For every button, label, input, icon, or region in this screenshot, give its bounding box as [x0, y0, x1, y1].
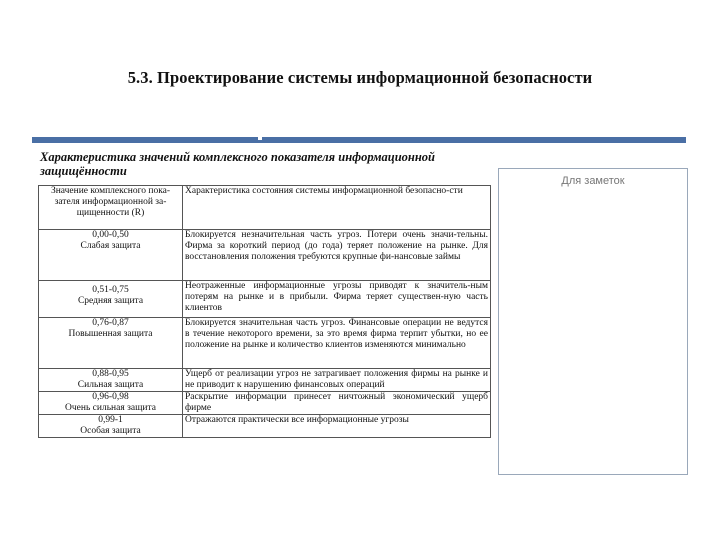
range-value: 0,00-0,50 — [92, 230, 129, 240]
notes-box[interactable] — [498, 168, 688, 475]
table-cell-range — [39, 318, 183, 369]
table-cell-description: Неотраженные информационные угрозы приводят к значитель-ным потерям на рынке и в прибыли. Фирма теряет существен-ную часть клиентов — [183, 281, 491, 318]
protection-level: Повышенная защита — [68, 328, 153, 339]
table-row — [39, 415, 491, 438]
slide-title: 5.3. Проектирование системы информационной безопасности — [127, 68, 593, 87]
table-cell-range — [39, 230, 183, 281]
range-value: 0,96-0,98 — [92, 392, 129, 402]
table-row — [39, 230, 491, 281]
table-cell-description: Ущерб от реализации угроз не затрагивает положения фирмы на рынке и не приводит к нарушению финансовых операций — [183, 369, 491, 392]
table-row — [39, 392, 491, 415]
table-row — [39, 369, 491, 392]
accent-bar — [32, 137, 686, 143]
range-value: 0,51-0,75 — [92, 285, 129, 295]
table-header-cell: Значение комплексного пока-зателя информационной за-щищенности (R) — [39, 186, 183, 230]
table-header-row — [39, 186, 491, 230]
table-cell-range — [39, 415, 183, 438]
accent-bar-gap — [258, 137, 262, 140]
range-value: 0,88-0,95 — [92, 369, 129, 379]
security-table — [38, 185, 491, 438]
table-row — [39, 281, 491, 318]
protection-level: Сильная защита — [77, 379, 144, 390]
range-value: 0,76-0,87 — [92, 318, 129, 328]
table-cell-range — [39, 281, 183, 318]
table-header-cell: Характеристика состояния системы информационной безопасно-сти — [183, 186, 491, 230]
range-value: 0,99-1 — [98, 415, 123, 425]
protection-level: Особая защита — [80, 425, 141, 436]
table-cell-description: Блокируется значительная часть угроз. Финансовые операции не ведутся в течение некоторого времени, за это время фирма терпит убытки, но ее положение на рынке и количество клиентов изменяются минимально — [183, 318, 491, 369]
table-cell-description: Отражаются практически все информационные угрозы — [183, 415, 491, 438]
protection-level: Слабая защита — [80, 240, 141, 251]
table-cell-description: Раскрытие информации принесет ничтожный экономический ущерб фирме — [183, 392, 491, 415]
protection-level: Средняя защита — [77, 295, 144, 306]
table-heading: Характеристика значений комплексного показателя информационной защищённости — [40, 150, 436, 178]
table-cell-range — [39, 369, 183, 392]
protection-level: Очень сильная защита — [65, 402, 156, 413]
table-cell-description: Блокируется незначительная часть угроз. Потери очень значи-тельны. Фирма за короткий период (до года) теряет положение на рынке. Для восстановления положения требуются крупные фи-нансовые займы — [183, 230, 491, 281]
table-row — [39, 318, 491, 369]
notes-label: Для заметок — [561, 175, 625, 187]
table-cell-range — [39, 392, 183, 415]
